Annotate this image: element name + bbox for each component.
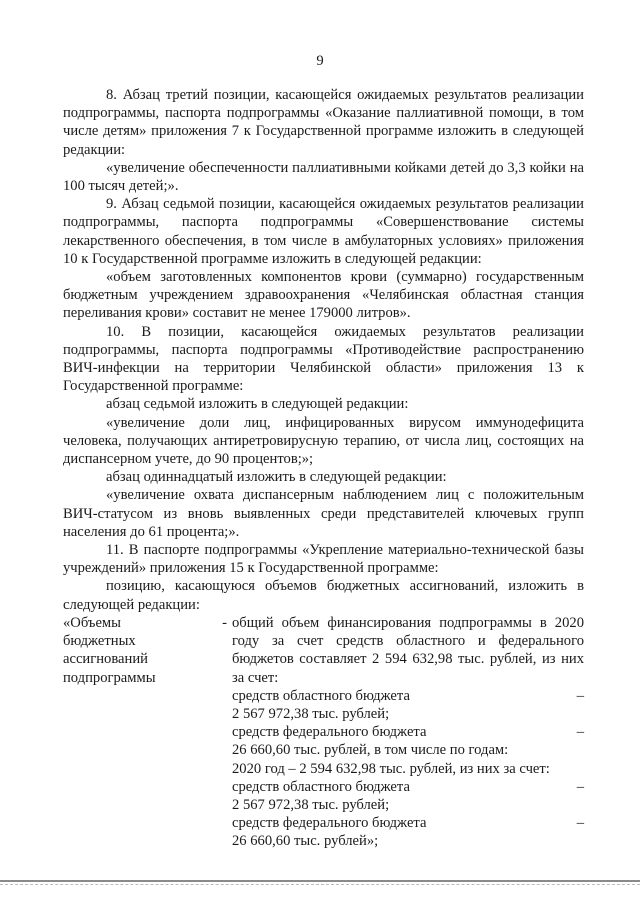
paragraph-11-a: позицию, касающуюся объемов бюджетных ассигнований, изложить в следующей редакции: (63, 578, 584, 613)
budget-year-line: 2020 год – 2 594 632,98 тыс. рублей, из них за счет: (232, 760, 550, 777)
paragraph-11: 11. В паспорте подпрограммы «Укрепление материально-технической базы учреждений» приложения 15 к Государственной программе: (63, 542, 584, 577)
budget-table (63, 614, 584, 851)
budget-source-label: средств федерального бюджета (232, 724, 427, 741)
budget-table-label-cell (63, 614, 227, 851)
budget-source-label: средств областного бюджета (232, 778, 410, 795)
paragraph-10-b-quote: «увеличение охвата диспансерным наблюдением лиц с положительным ВИЧ-статусом из вновь выявленных среди представителей ключевых групп населения до 61 процента;». (63, 487, 584, 540)
budget-dash: – (576, 687, 584, 704)
budget-source-label: средств федерального бюджета (232, 815, 427, 832)
budget-line-federal (232, 723, 584, 741)
scan-edge-line (0, 880, 640, 882)
budget-value: 2 567 972,38 тыс. рублей; (232, 796, 390, 813)
budget-value: 26 660,60 тыс. рублей»; (232, 833, 379, 850)
budget-source-label: средств областного бюджета (232, 687, 410, 704)
paragraph-10-b: абзац одиннадцатый изложить в следующей редакции: (106, 469, 447, 486)
label-dash: - (222, 614, 227, 631)
budget-dash: – (576, 724, 584, 741)
budget-intro: общий объем финансирования подпрограммы в 2020 году за счет средств областного и федерального бюджетов составляет 2 594 632,98 тыс. рублей, из них за счет: (232, 614, 584, 686)
budget-dash: – (576, 778, 584, 795)
budget-value: 26 660,60 тыс. рублей, в том числе по годам: (232, 742, 509, 759)
paragraph-9: 9. Абзац седьмой позиции, касающейся ожидаемых результатов реализации подпрограммы, паспорта подпрограммы «Совершенствование системы лекарственного обеспечения, в том числе в амбулаторных условиях» приложения 10 к Государственной программе изложить в следующей редакции: (63, 196, 584, 267)
budget-line-regional (232, 687, 584, 705)
label-line: бюджетных (63, 633, 136, 650)
label-line: «Объемы (63, 614, 121, 631)
budget-table-value-cell (232, 614, 584, 851)
budget-line-regional-2020 (232, 778, 584, 796)
scan-edge-line (0, 884, 640, 885)
paragraph-10-a-quote: «увеличение доли лиц, инфицированных вирусом иммунодефицита человека, получающих антиретровирусную терапию, от числа лиц, состоящих на диспансерном учете, до 90 процентов;»; (63, 414, 584, 468)
budget-line-federal-2020 (232, 814, 584, 832)
label-line: ассигнований (63, 651, 148, 668)
document-body (63, 86, 584, 851)
paragraph-8-quote: «увеличение обеспеченности паллиативными койками детей до 3,3 койки на 100 тысяч детей;». (63, 159, 584, 195)
paragraph-8: 8. Абзац третий позиции, касающейся ожидаемых результатов реализации подпрограммы, паспорта подпрограммы «Оказание паллиативной помощи, в том числе детям» приложения 7 к Государственной программе изложить в следующей редакции: (63, 87, 584, 158)
page-number: 9 (316, 53, 324, 69)
paragraph-10: 10. В позиции, касающейся ожидаемых результатов реализации подпрограммы, паспорта подпрограммы «Противодействие распространению ВИЧ-инфекции на территории Челябинской области» приложения 13 к Государственной программе: (63, 323, 584, 395)
paragraph-9-quote: «объем заготовленных компонентов крови (суммарно) государственным бюджетным учреждением здравоохранения «Челябинская областная станция переливания крови» составит не менее 179000 литров». (63, 269, 584, 322)
budget-dash: – (576, 815, 584, 832)
paragraph-10-a: абзац седьмой изложить в следующей редакции: (106, 396, 409, 413)
label-line: подпрограммы (63, 669, 156, 686)
budget-value: 2 567 972,38 тыс. рублей; (232, 705, 390, 722)
